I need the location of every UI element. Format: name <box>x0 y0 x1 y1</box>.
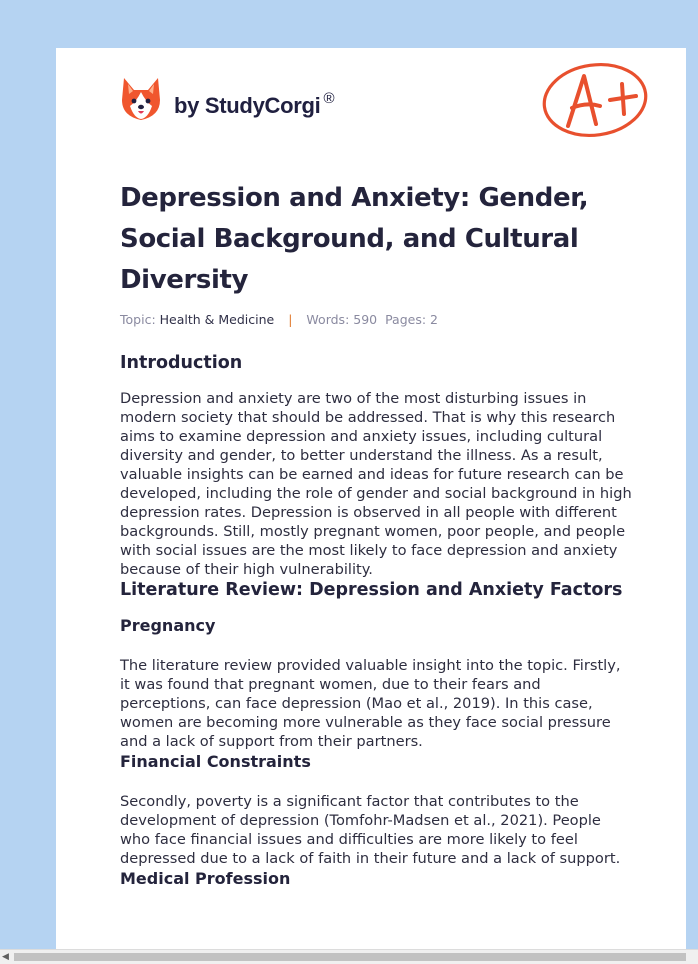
scroll-left-arrow-icon[interactable]: ◀ <box>2 952 9 962</box>
subheading-medical-profession: Medical Profession <box>120 869 291 888</box>
horizontal-scrollbar[interactable] <box>0 949 698 964</box>
document-page <box>56 48 686 952</box>
pregnancy-paragraph: The literature review provided valuable insight into the topic. Firstly, it was found that pregnant women, due to their fears and perceptions, can face depression (Mao et al., 2019). In this case, women are becoming more vulnerable as they face social pressure and a lack of support from their partners. <box>120 657 621 750</box>
introduction-paragraph: Depression and anxiety are two of the most disturbing issues in modern society that should be addressed. That is why this research aims to examine depression and anxiety issues, including cultural diversity and gender, to better understand the illness. As a result, valuable insights can be earned and ideas for future research can be developed, including the role of gender and social background in high depression rates. Depression is observed in all people with different backgrounds. Still, mostly pregnant women, poor people, and people with social issues are the most likely to face depression and anxiety because of their high vulnerability. <box>120 390 632 578</box>
brand-text: by StudyCorgi <box>174 93 321 118</box>
topic-link[interactable]: Health & Medicine <box>159 312 275 327</box>
corgi-logo-icon <box>120 76 162 122</box>
brand-name[interactable] <box>174 90 335 119</box>
document-body <box>120 352 640 889</box>
page-count: Pages: 2 <box>385 312 438 327</box>
section-heading-introduction: Introduction <box>120 353 243 373</box>
a-plus-grade-icon <box>538 58 650 140</box>
scrollbar-thumb[interactable] <box>14 953 686 961</box>
registered-mark: ® <box>323 90 335 107</box>
financial-paragraph: Secondly, poverty is a significant factor that contributes to the development of depression (Tomfohr-Madsen et al., 2021). People who face financial issues and difficulties are more likely to feel depressed due to a lack of faith in their future and a lack of support. <box>120 793 621 867</box>
topic-label: Topic: <box>120 312 156 327</box>
meta-separator: | <box>288 312 293 327</box>
subheading-financial-constraints: Financial Constraints <box>120 752 311 771</box>
word-count: Words: 590 <box>306 312 378 327</box>
section-heading-literature-review: Literature Review: Depression and Anxiety Factors <box>120 580 623 600</box>
subheading-pregnancy: Pregnancy <box>120 616 216 635</box>
document-title: Depression and Anxiety: Gender, Social Background, and Cultural Diversity <box>120 183 589 295</box>
document-meta <box>120 312 438 327</box>
